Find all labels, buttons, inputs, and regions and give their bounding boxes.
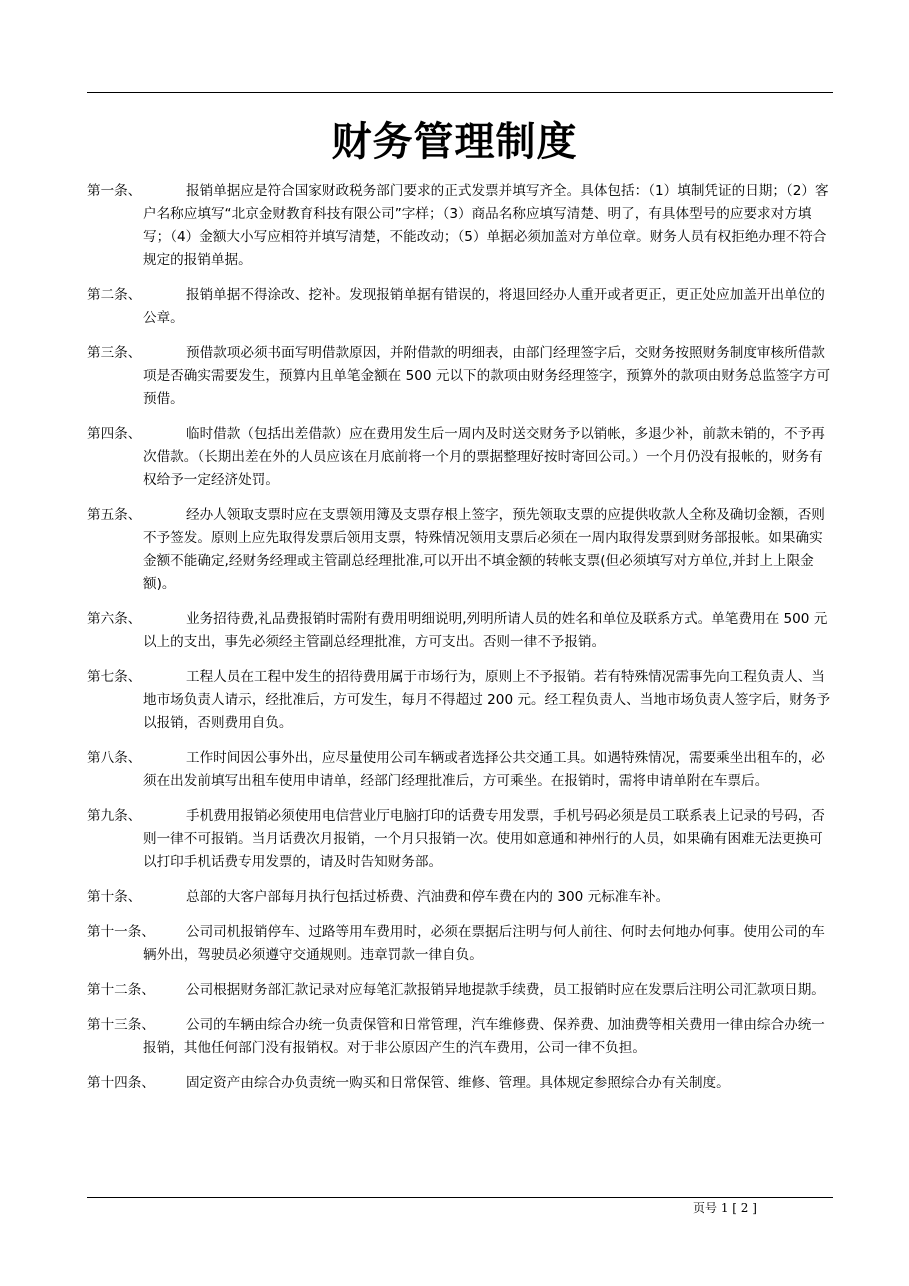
article-8 bbox=[87, 747, 833, 793]
article-label: 第十条、 bbox=[87, 889, 142, 905]
article-label: 第一条、 bbox=[87, 183, 142, 199]
article-text: 临时借款（包括出差借款）应在费用发生后一周内及时送交财务予以销帐，多退少补，前款未销的，不予再次借款。（长期出差在外的人员应该在月底前将一个月的票据整理好按时寄回公司。）一个月仍没有报帐的，财务有权给予一定经济处罚。 bbox=[143, 426, 825, 488]
article-list bbox=[87, 180, 833, 1107]
article-text: 公司的车辆由综合办统一负责保管和日常管理，汽车维修费、保养费、加油费等相关费用一律由综合办统一报销，其他任何部门没有报销权。对于非公原因产生的汽车费用，公司一律不负担。 bbox=[143, 1017, 825, 1056]
article-text: 固定资产由综合办负责统一购买和日常保管、维修、管理。具体规定参照综合办有关制度。 bbox=[186, 1075, 730, 1091]
article-label: 第十一条、 bbox=[87, 924, 155, 940]
article-9 bbox=[87, 805, 833, 874]
article-11 bbox=[87, 921, 833, 967]
article-text: 预借款项必须书面写明借款原因，并附借款的明细表，由部门经理签字后，交财务按照财务制度审核所借款项是否确实需要发生，预算内且单笔金额在 500 元以下的款项由财务经理签字，预算外的款项由财务总监签字方可预借。 bbox=[143, 345, 831, 407]
article-text: 总部的大客户部每月执行包括过桥费、汽油费和停车费在内的 300 元标准车补。 bbox=[186, 889, 670, 905]
article-label: 第八条、 bbox=[87, 750, 142, 766]
header-rule bbox=[87, 92, 833, 93]
article-10 bbox=[87, 886, 833, 909]
article-text: 报销单据不得涂改、挖补。发现报销单据有错误的，将退回经办人重开或者更正，更正处应加盖开出单位的公章。 bbox=[143, 287, 825, 326]
article-text: 工作时间因公事外出，应尽量使用公司车辆或者选择公共交通工具。如遇特殊情况，需要乘坐出租车的，必须在出发前填写出租车使用申请单，经部门经理批准后，方可乘坐。在报销时，需将申请单附在车票后。 bbox=[143, 750, 825, 789]
article-label: 第三条、 bbox=[87, 345, 142, 361]
article-label: 第十三条、 bbox=[87, 1017, 155, 1033]
article-6 bbox=[87, 608, 833, 654]
article-text: 业务招待费,礼品费报销时需附有费用明细说明,列明所请人员的姓名和单位及联系方式。单笔费用在 500 元以上的支出，事先必须经主管副总经理批准，方可支出。否则一律不予报销。 bbox=[143, 611, 828, 650]
article-text: 工程人员在工程中发生的招待费用属于市场行为，原则上不予报销。若有特殊情况需事先向工程负责人、当地市场负责人请示，经批准后，方可发生，每月不得超过 200 元。经工程负责人、当地市场负责人签字后，财务予以报销，否则费用自负。 bbox=[143, 669, 831, 731]
page-title: 财务管理制度 bbox=[331, 119, 578, 165]
article-label: 第四条、 bbox=[87, 426, 142, 442]
article-14 bbox=[87, 1072, 833, 1095]
article-7 bbox=[87, 666, 833, 735]
article-12 bbox=[87, 979, 833, 1002]
article-label: 第七条、 bbox=[87, 669, 142, 685]
page-number: 页号 1 [ 2 ] bbox=[693, 1201, 757, 1215]
article-text: 经办人领取支票时应在支票领用簿及支票存根上签字，预先领取支票的应提供收款人全称及确切金额，否则不予签发。原则上应先取得发票后领用支票，特殊情况领用支票后必须在一周内取得发票到财务部报帐。如果确实金额不能确定,经财务经理或主管副总经理批准,可以开出不填金额的转帐支票(但必须填写对方单位,并封上上限金额)。 bbox=[143, 507, 825, 592]
article-label: 第六条、 bbox=[87, 611, 142, 627]
article-5 bbox=[87, 504, 833, 596]
article-text: 公司司机报销停车、过路等用车费用时，必须在票据后注明与何人前往、何时去何地办何事。使用公司的车辆外出，驾驶员必须遵守交通规则。违章罚款一律自负。 bbox=[143, 924, 825, 963]
article-text: 手机费用报销必须使用电信营业厅电脑打印的话费专用发票，手机号码必须是员工联系表上记录的号码，否则一律不可报销。当月话费次月报销，一个月只报销一次。使用如意通和神州行的人员，如果确有困难无法更换可以打印手机话费专用发票的，请及时告知财务部。 bbox=[143, 808, 825, 870]
article-text: 报销单据应是符合国家财政税务部门要求的正式发票并填写齐全。具体包括：（1）填制凭证的日期；（2）客户名称应填写“北京金财教育科技有限公司”字样；（3）商品名称应填写清楚、明了，有具体型号的应要求对方填写；（4）金额大小写应相符并填写清楚，不能改动；（5）单据必须加盖对方单位章。财务人员有权拒绝办理不符合规定的报销单据。 bbox=[143, 183, 829, 268]
article-label: 第九条、 bbox=[87, 808, 142, 824]
footer-rule bbox=[87, 1197, 833, 1198]
article-label: 第五条、 bbox=[87, 507, 142, 523]
article-3 bbox=[87, 342, 833, 411]
article-label: 第十四条、 bbox=[87, 1075, 155, 1091]
article-2 bbox=[87, 284, 833, 330]
article-1 bbox=[87, 180, 833, 272]
article-4 bbox=[87, 423, 833, 492]
article-label: 第十二条、 bbox=[87, 982, 155, 998]
article-text: 公司根据财务部汇款记录对应每笔汇款报销异地提款手续费，员工报销时应在发票后注明公司汇款项日期。 bbox=[186, 982, 825, 998]
article-13 bbox=[87, 1014, 833, 1060]
article-label: 第二条、 bbox=[87, 287, 142, 303]
